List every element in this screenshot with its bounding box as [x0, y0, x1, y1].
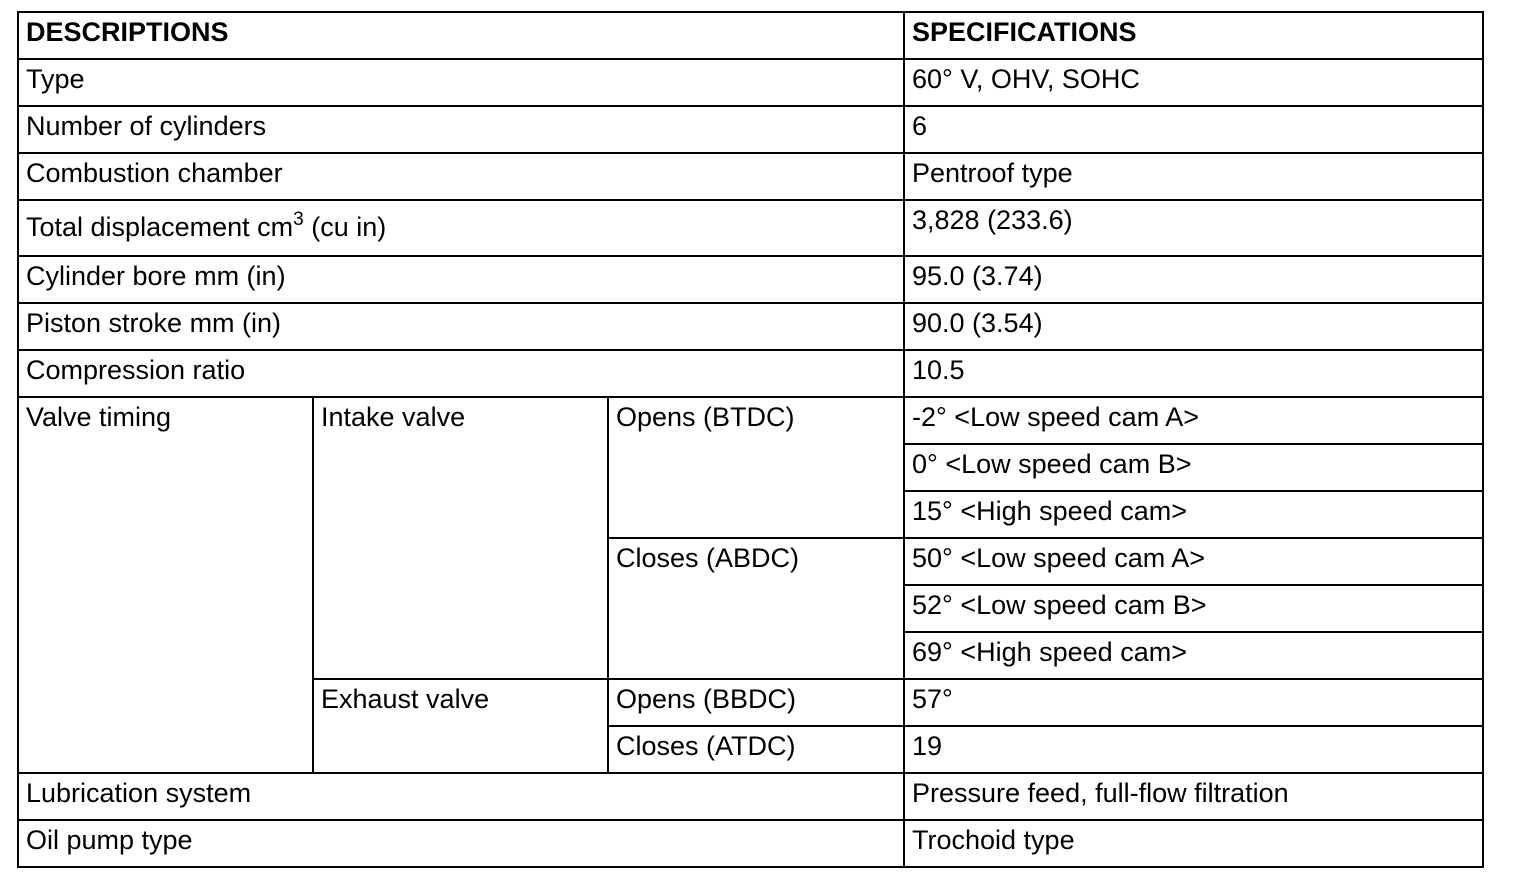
row-label: Oil pump type — [18, 820, 904, 867]
header-descriptions: DESCRIPTIONS — [18, 12, 904, 59]
table-row-compression — [18, 350, 1483, 397]
exhaust-valve-label: Exhaust valve — [313, 679, 608, 773]
row-value: 10.5 — [904, 350, 1483, 397]
intake-opens-value: 0° <Low speed cam B> — [904, 444, 1483, 491]
table-row-stroke — [18, 303, 1483, 350]
row-label: Number of cylinders — [18, 106, 904, 153]
table-row-bore — [18, 256, 1483, 303]
row-label: Type — [18, 59, 904, 106]
intake-opens-value: 15° <High speed cam> — [904, 491, 1483, 538]
row-value: Pressure feed, full-flow filtration — [904, 773, 1483, 820]
row-label: Compression ratio — [18, 350, 904, 397]
header-row — [18, 12, 1483, 59]
table-row-type — [18, 59, 1483, 106]
intake-opens-label: Opens (BTDC) — [608, 397, 904, 538]
table-row-combustion-chamber — [18, 153, 1483, 200]
row-value: 6 — [904, 106, 1483, 153]
row-label: Cylinder bore mm (in) — [18, 256, 904, 303]
intake-closes-label: Closes (ABDC) — [608, 538, 904, 679]
row-value: 90.0 (3.54) — [904, 303, 1483, 350]
table-row-valve-timing — [18, 397, 1483, 444]
row-label — [18, 200, 904, 256]
table-row-displacement — [18, 200, 1483, 256]
intake-closes-value: 69° <High speed cam> — [904, 632, 1483, 679]
displacement-label-sup: 3 — [293, 209, 304, 230]
valve-timing-label: Valve timing — [18, 397, 313, 773]
row-value: Trochoid type — [904, 820, 1483, 867]
table-row-cylinders — [18, 106, 1483, 153]
row-label: Combustion chamber — [18, 153, 904, 200]
table-row-lubrication — [18, 773, 1483, 820]
exhaust-opens-label: Opens (BBDC) — [608, 679, 904, 726]
exhaust-closes-value: 19 — [904, 726, 1483, 773]
row-value: 3,828 (233.6) — [904, 200, 1483, 256]
table-row-oil-pump — [18, 820, 1483, 867]
row-label: Piston stroke mm (in) — [18, 303, 904, 350]
row-value: 60° V, OHV, SOHC — [904, 59, 1483, 106]
row-value: 95.0 (3.74) — [904, 256, 1483, 303]
intake-closes-value: 50° <Low speed cam A> — [904, 538, 1483, 585]
exhaust-closes-label: Closes (ATDC) — [608, 726, 904, 773]
header-specifications: SPECIFICATIONS — [904, 12, 1483, 59]
intake-opens-value: -2° <Low speed cam A> — [904, 397, 1483, 444]
specifications-table — [17, 11, 1484, 868]
displacement-label-post: (cu in) — [303, 212, 387, 242]
displacement-label-pre: Total displacement cm — [26, 212, 294, 242]
row-label: Lubrication system — [18, 773, 904, 820]
intake-closes-value: 52° <Low speed cam B> — [904, 585, 1483, 632]
exhaust-opens-value: 57° — [904, 679, 1483, 726]
intake-valve-label: Intake valve — [313, 397, 608, 679]
row-value: Pentroof type — [904, 153, 1483, 200]
